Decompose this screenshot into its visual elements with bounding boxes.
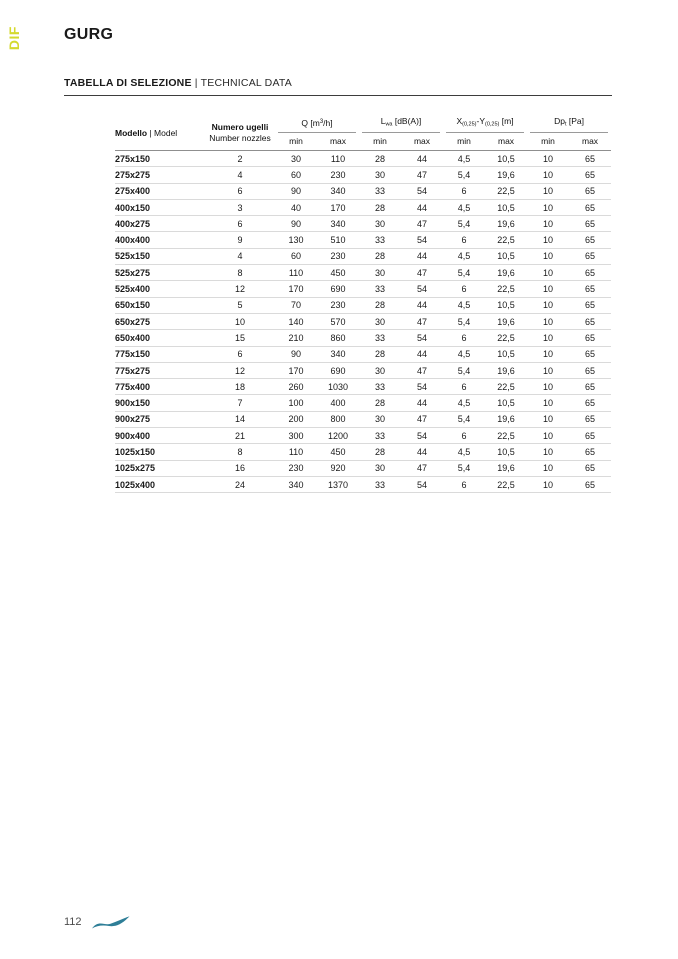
value-cell: 10,5: [485, 199, 527, 215]
value-cell: 8: [205, 265, 275, 281]
value-cell: 4: [205, 248, 275, 264]
value-cell: 65: [569, 379, 611, 395]
value-cell: 8: [205, 444, 275, 460]
value-cell: 28: [359, 151, 401, 167]
value-cell: 19,6: [485, 411, 527, 427]
table-row: [115, 428, 611, 444]
value-cell: 10,5: [485, 297, 527, 313]
model-cell: 775x400: [115, 379, 205, 395]
value-cell: 40: [275, 199, 317, 215]
value-cell: 10: [527, 313, 569, 329]
model-cell: 900x275: [115, 411, 205, 427]
value-cell: 4,5: [443, 248, 485, 264]
value-cell: 6: [443, 232, 485, 248]
value-cell: 340: [317, 183, 359, 199]
value-cell: 10: [205, 313, 275, 329]
value-cell: 54: [401, 476, 443, 492]
table-row: [115, 183, 611, 199]
value-cell: 30: [359, 313, 401, 329]
value-cell: 1030: [317, 379, 359, 395]
nozzles-header-en: Number nozzles: [209, 133, 271, 143]
value-cell: 10: [527, 248, 569, 264]
value-cell: 170: [275, 362, 317, 378]
value-cell: 28: [359, 248, 401, 264]
value-cell: 5,4: [443, 460, 485, 476]
value-cell: 12: [205, 362, 275, 378]
model-header-bold: Modello: [115, 128, 148, 138]
value-cell: 10: [527, 379, 569, 395]
group-header-row: [115, 116, 611, 133]
value-cell: 65: [569, 346, 611, 362]
value-cell: 65: [569, 411, 611, 427]
value-cell: 22,5: [485, 281, 527, 297]
table-row: [115, 151, 611, 167]
value-cell: 170: [317, 199, 359, 215]
side-tab-dif: DIF: [6, 26, 22, 51]
value-cell: 10: [527, 362, 569, 378]
value-cell: 10: [527, 428, 569, 444]
table-header: [115, 116, 611, 151]
technical-data-table: [115, 116, 611, 493]
header-q-min: min: [275, 133, 317, 151]
value-cell: 200: [275, 411, 317, 427]
value-cell: 14: [205, 411, 275, 427]
model-cell: 525x275: [115, 265, 205, 281]
table-row: [115, 297, 611, 313]
value-cell: 5,4: [443, 167, 485, 183]
value-cell: 260: [275, 379, 317, 395]
value-cell: 4,5: [443, 444, 485, 460]
model-cell: 400x275: [115, 216, 205, 232]
value-cell: 65: [569, 460, 611, 476]
model-cell: 525x150: [115, 248, 205, 264]
value-cell: 110: [275, 444, 317, 460]
value-cell: 30: [359, 460, 401, 476]
value-cell: 18: [205, 379, 275, 395]
value-cell: 3: [205, 199, 275, 215]
value-cell: 54: [401, 379, 443, 395]
value-cell: 19,6: [485, 216, 527, 232]
value-cell: 5,4: [443, 362, 485, 378]
model-cell: 400x400: [115, 232, 205, 248]
value-cell: 920: [317, 460, 359, 476]
value-cell: 65: [569, 330, 611, 346]
value-cell: 65: [569, 428, 611, 444]
column-group-sound-level: $L_{wa}$ [dB(A)]: [359, 116, 443, 133]
value-cell: 5,4: [443, 216, 485, 232]
value-cell: 28: [359, 395, 401, 411]
value-cell: 19,6: [485, 460, 527, 476]
model-cell: 400x150: [115, 199, 205, 215]
value-cell: 230: [317, 297, 359, 313]
value-cell: 90: [275, 183, 317, 199]
value-cell: 6: [443, 379, 485, 395]
value-cell: 47: [401, 411, 443, 427]
column-group-airflow: Q $[m^3/h]$: [275, 116, 359, 133]
value-cell: 4,5: [443, 395, 485, 411]
header-q-max: max: [317, 133, 359, 151]
value-cell: 10: [527, 183, 569, 199]
value-cell: 65: [569, 151, 611, 167]
header-l-max: max: [401, 133, 443, 151]
value-cell: 2: [205, 151, 275, 167]
table-row: [115, 199, 611, 215]
value-cell: 30: [359, 216, 401, 232]
value-cell: 570: [317, 313, 359, 329]
value-cell: 1370: [317, 476, 359, 492]
value-cell: 5,4: [443, 313, 485, 329]
value-cell: 65: [569, 313, 611, 329]
header-l-min: min: [359, 133, 401, 151]
value-cell: 44: [401, 395, 443, 411]
value-cell: 15: [205, 330, 275, 346]
value-cell: 60: [275, 248, 317, 264]
value-cell: 800: [317, 411, 359, 427]
value-cell: 60: [275, 167, 317, 183]
value-cell: 10: [527, 297, 569, 313]
value-cell: 65: [569, 248, 611, 264]
value-cell: 90: [275, 346, 317, 362]
table-row: [115, 232, 611, 248]
table-row: [115, 411, 611, 427]
header-dp-max: max: [569, 133, 611, 151]
value-cell: 450: [317, 444, 359, 460]
value-cell: 19,6: [485, 313, 527, 329]
value-cell: 100: [275, 395, 317, 411]
value-cell: 12: [205, 281, 275, 297]
value-cell: 690: [317, 362, 359, 378]
value-cell: 33: [359, 379, 401, 395]
value-cell: 450: [317, 265, 359, 281]
page-title: GURG: [64, 26, 114, 43]
value-cell: 10: [527, 395, 569, 411]
value-cell: 22,5: [485, 232, 527, 248]
value-cell: 30: [359, 411, 401, 427]
value-cell: 10: [527, 167, 569, 183]
header-dp-min: min: [527, 133, 569, 151]
table-body: [115, 151, 611, 493]
value-cell: 6: [443, 330, 485, 346]
value-cell: 10,5: [485, 151, 527, 167]
value-cell: 30: [359, 362, 401, 378]
column-header-nozzles: [205, 116, 275, 151]
value-cell: 10: [527, 346, 569, 362]
model-cell: 1025x150: [115, 444, 205, 460]
value-cell: 90: [275, 216, 317, 232]
value-cell: 6: [443, 428, 485, 444]
value-cell: 4,5: [443, 346, 485, 362]
value-cell: 10,5: [485, 346, 527, 362]
model-cell: 1025x275: [115, 460, 205, 476]
table-row: [115, 167, 611, 183]
model-cell: 275x400: [115, 183, 205, 199]
value-cell: 28: [359, 444, 401, 460]
value-cell: 9: [205, 232, 275, 248]
value-cell: 10: [527, 330, 569, 346]
value-cell: 22,5: [485, 476, 527, 492]
value-cell: 70: [275, 297, 317, 313]
value-cell: 65: [569, 281, 611, 297]
value-cell: 65: [569, 265, 611, 281]
value-cell: 22,5: [485, 428, 527, 444]
value-cell: 30: [275, 151, 317, 167]
value-cell: 47: [401, 313, 443, 329]
value-cell: 33: [359, 281, 401, 297]
model-header-rest: | Model: [147, 128, 178, 138]
value-cell: 44: [401, 248, 443, 264]
table-row: [115, 265, 611, 281]
value-cell: 10: [527, 476, 569, 492]
value-cell: 6: [205, 346, 275, 362]
value-cell: 65: [569, 297, 611, 313]
value-cell: 6: [443, 183, 485, 199]
value-cell: 7: [205, 395, 275, 411]
value-cell: 22,5: [485, 330, 527, 346]
page-number: 112: [64, 916, 82, 928]
value-cell: 22,5: [485, 183, 527, 199]
value-cell: 110: [317, 151, 359, 167]
table-row: [115, 444, 611, 460]
value-cell: 510: [317, 232, 359, 248]
value-cell: 30: [359, 167, 401, 183]
value-cell: 130: [275, 232, 317, 248]
value-cell: 400: [317, 395, 359, 411]
value-cell: 47: [401, 216, 443, 232]
value-cell: 10: [527, 444, 569, 460]
value-cell: 340: [317, 346, 359, 362]
value-cell: 30: [359, 265, 401, 281]
table-row: [115, 379, 611, 395]
value-cell: 54: [401, 281, 443, 297]
value-cell: 28: [359, 346, 401, 362]
value-cell: 44: [401, 444, 443, 460]
model-cell: 1025x400: [115, 476, 205, 492]
value-cell: 47: [401, 362, 443, 378]
value-cell: 10: [527, 411, 569, 427]
value-cell: 19,6: [485, 265, 527, 281]
value-cell: 5,4: [443, 411, 485, 427]
value-cell: 33: [359, 330, 401, 346]
value-cell: 44: [401, 346, 443, 362]
table-row: [115, 395, 611, 411]
value-cell: 4,5: [443, 297, 485, 313]
value-cell: 54: [401, 428, 443, 444]
value-cell: 54: [401, 330, 443, 346]
value-cell: 110: [275, 265, 317, 281]
header-xy-max: max: [485, 133, 527, 151]
value-cell: 65: [569, 167, 611, 183]
brand-logo-wave-icon: [90, 915, 132, 933]
value-cell: 140: [275, 313, 317, 329]
header-xy-min: min: [443, 133, 485, 151]
value-cell: 230: [317, 248, 359, 264]
value-cell: 5: [205, 297, 275, 313]
value-cell: 33: [359, 183, 401, 199]
value-cell: 10: [527, 232, 569, 248]
table-row: [115, 460, 611, 476]
value-cell: 65: [569, 395, 611, 411]
model-cell: 775x150: [115, 346, 205, 362]
value-cell: 65: [569, 476, 611, 492]
value-cell: 10: [527, 460, 569, 476]
value-cell: 65: [569, 216, 611, 232]
value-cell: 21: [205, 428, 275, 444]
value-cell: 10,5: [485, 444, 527, 460]
model-cell: 275x150: [115, 151, 205, 167]
value-cell: 10: [527, 199, 569, 215]
column-group-throw: $X_{(0,25)}-Y_{(0,25)}$ [m]: [443, 116, 527, 133]
value-cell: 47: [401, 265, 443, 281]
value-cell: 10: [527, 216, 569, 232]
column-group-pressure-drop: $Dp_t$ [Pa]: [527, 116, 611, 133]
table-row: [115, 313, 611, 329]
value-cell: 54: [401, 232, 443, 248]
model-cell: 275x275: [115, 167, 205, 183]
model-cell: 775x275: [115, 362, 205, 378]
value-cell: 54: [401, 183, 443, 199]
value-cell: 4,5: [443, 151, 485, 167]
section-heading-primary: TABELLA DI SELEZIONE: [64, 77, 192, 89]
value-cell: 230: [317, 167, 359, 183]
value-cell: 6: [443, 281, 485, 297]
value-cell: 47: [401, 167, 443, 183]
value-cell: 860: [317, 330, 359, 346]
value-cell: 44: [401, 151, 443, 167]
model-cell: 525x400: [115, 281, 205, 297]
model-cell: 650x275: [115, 313, 205, 329]
value-cell: 690: [317, 281, 359, 297]
model-cell: 900x400: [115, 428, 205, 444]
value-cell: 33: [359, 428, 401, 444]
value-cell: 65: [569, 362, 611, 378]
nozzles-header-it: Numero ugelli: [211, 122, 269, 133]
value-cell: 65: [569, 444, 611, 460]
value-cell: 65: [569, 199, 611, 215]
table-row: [115, 330, 611, 346]
table-row: [115, 362, 611, 378]
value-cell: 10: [527, 281, 569, 297]
value-cell: 10,5: [485, 395, 527, 411]
value-cell: 210: [275, 330, 317, 346]
value-cell: 19,6: [485, 362, 527, 378]
value-cell: 44: [401, 199, 443, 215]
technical-data-table-container: [115, 116, 611, 493]
model-cell: 650x400: [115, 330, 205, 346]
model-cell: 650x150: [115, 297, 205, 313]
value-cell: 19,6: [485, 167, 527, 183]
value-cell: 33: [359, 232, 401, 248]
value-cell: 340: [275, 476, 317, 492]
section-heading: [64, 77, 612, 96]
value-cell: 33: [359, 476, 401, 492]
model-cell: 900x150: [115, 395, 205, 411]
value-cell: 4: [205, 167, 275, 183]
value-cell: 1200: [317, 428, 359, 444]
table-row: [115, 216, 611, 232]
table-row: [115, 476, 611, 492]
value-cell: 300: [275, 428, 317, 444]
value-cell: 10: [527, 265, 569, 281]
value-cell: 24: [205, 476, 275, 492]
column-header-model: [115, 116, 205, 151]
table-row: [115, 248, 611, 264]
value-cell: 44: [401, 297, 443, 313]
table-row: [115, 281, 611, 297]
value-cell: 65: [569, 232, 611, 248]
value-cell: 6: [205, 183, 275, 199]
value-cell: 6: [443, 476, 485, 492]
value-cell: 6: [205, 216, 275, 232]
value-cell: 28: [359, 199, 401, 215]
value-cell: 230: [275, 460, 317, 476]
value-cell: 22,5: [485, 379, 527, 395]
value-cell: 340: [317, 216, 359, 232]
value-cell: 10: [527, 151, 569, 167]
value-cell: 170: [275, 281, 317, 297]
value-cell: 4,5: [443, 199, 485, 215]
value-cell: 5,4: [443, 265, 485, 281]
table-row: [115, 346, 611, 362]
value-cell: 28: [359, 297, 401, 313]
value-cell: 47: [401, 460, 443, 476]
section-heading-secondary: | TECHNICAL DATA: [191, 77, 292, 89]
value-cell: 65: [569, 183, 611, 199]
wave-swoosh-path: [92, 916, 130, 928]
value-cell: 16: [205, 460, 275, 476]
value-cell: 10,5: [485, 248, 527, 264]
